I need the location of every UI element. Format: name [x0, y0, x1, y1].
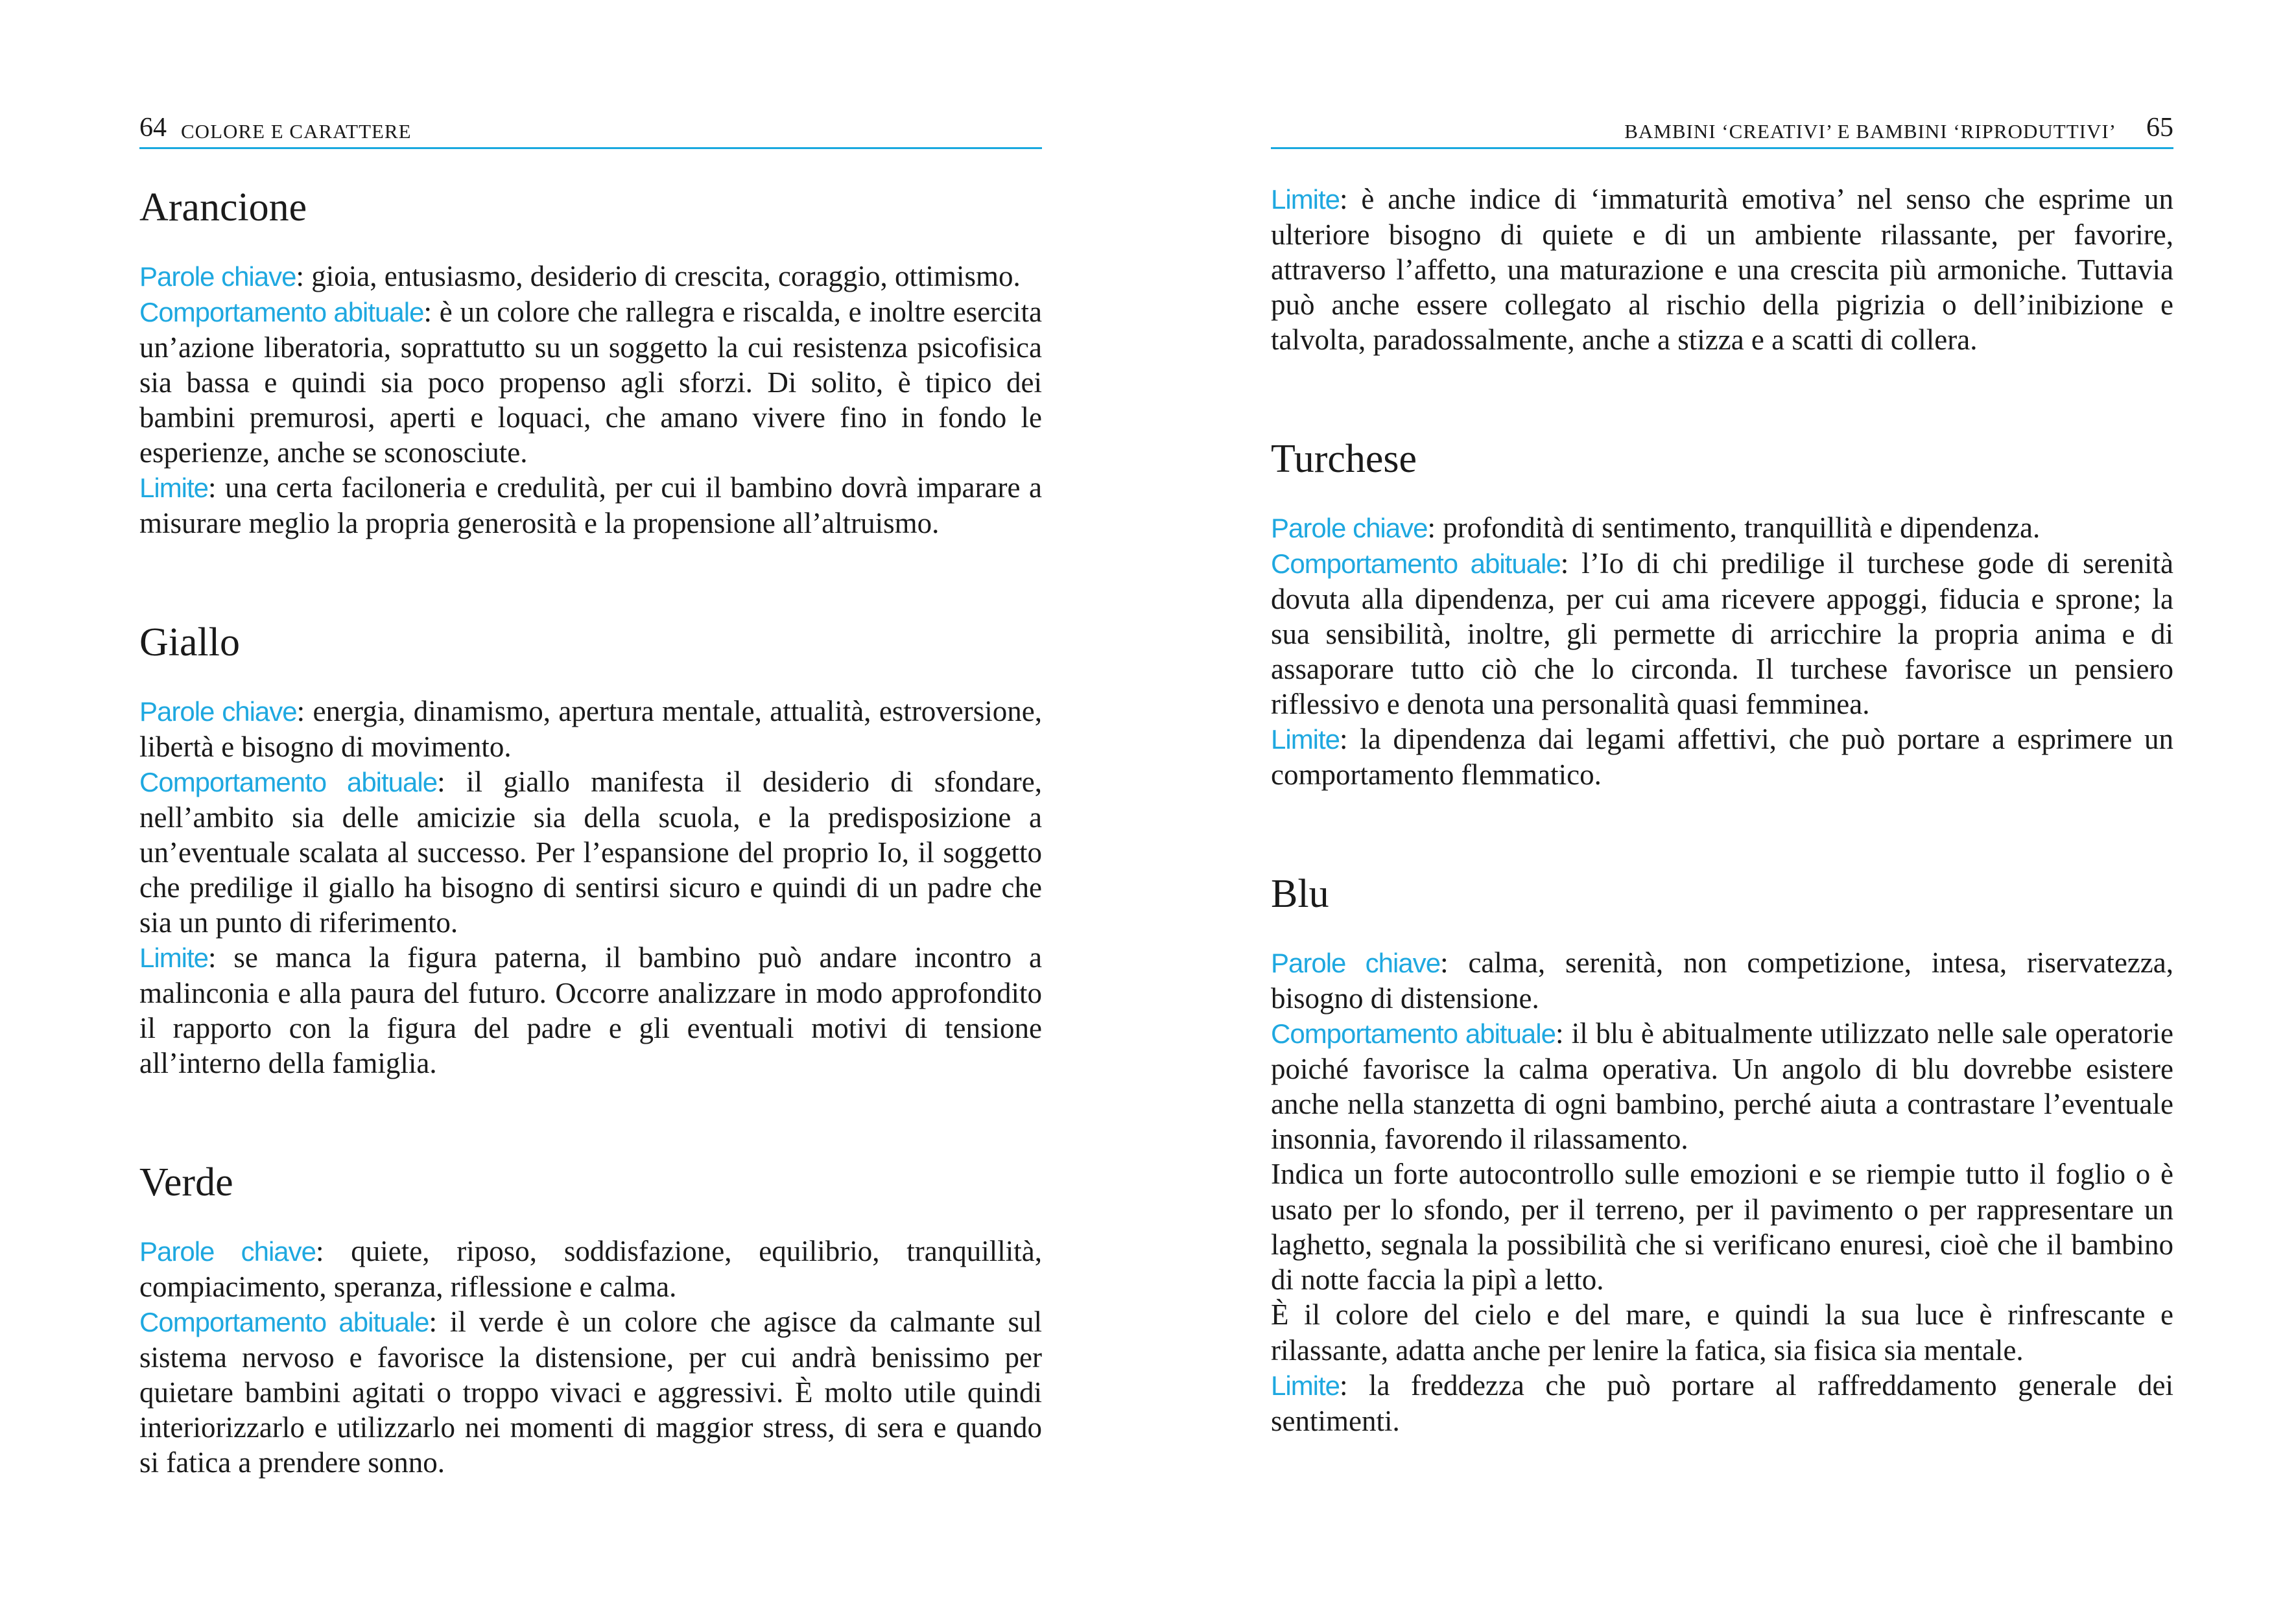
paragraph	[139, 940, 1042, 1081]
paragraph-text: : quiete, riposo, soddisfazione, equilibrio, tranquillità, compiacimento, speranza, riflessione e calma.	[139, 1235, 1042, 1303]
section-giallo	[139, 620, 1042, 1081]
paragraph-label: Comportamento abituale	[139, 1307, 429, 1337]
running-head-title: BAMBINI ‘CREATIVI’ E BAMBINI ‘RIPRODUTTIVI’	[1624, 120, 2116, 143]
running-head-left	[139, 110, 1042, 149]
section-title: Verde	[139, 1160, 233, 1204]
paragraph-label: Parole chiave	[139, 696, 297, 727]
section-title: Blu	[1271, 872, 1329, 916]
paragraph-text: : il giallo manifesta il desiderio di sfondare, nell’ambito sia delle amicizie sia della scuola, e la predisposizione a un’eventuale scalata al successo. Per l’espansione del proprio Io, il soggetto che predilige il giallo ha bisogno di sentirsi sicuro e quindi di un padre che sia un punto di riferimento.	[139, 766, 1042, 939]
paragraph-text: : l’Io di chi predilige il turchese gode di serenità dovuta alla dipendenza, per cui ama ricevere appoggi, fiducia e sprone; la sua sensibilità, inoltre, gli permette di arricchire la propria anima e di assaporare tutto ciò che lo circonda. Il turchese favorisce un pensiero riflessivo e denota una personalità quasi femminea.	[1271, 547, 2173, 720]
paragraph-text: : calma, serenità, non competizione, intesa, riservatezza, bisogno di distensione.	[1271, 946, 2174, 1015]
paragraph	[139, 1304, 1042, 1480]
paragraph-text: : energia, dinamismo, apertura mentale, attualità, estroversione, libertà e bisogno di movimento.	[139, 695, 1042, 763]
paragraph-text: : la freddezza che può portare al raffreddamento generale dei sentimenti.	[1271, 1369, 2173, 1437]
paragraph-text: : una certa faciloneria e credulità, per cui il bambino dovrà imparare a misurare meglio la propria generosità e la propensione all’altruismo.	[139, 471, 1042, 539]
paragraph-text: : è un colore che rallegra e riscalda, e inoltre esercita un’azione liberatoria, soprattutto su un soggetto la cui resistenza psicofisica sia bassa e quindi sia poco propenso agli sforzi. Di solito, è tipico dei bambini premurosi, aperti e loquaci, che amano vivere fino in fondo le esperienze, anche se sconosciute.	[139, 296, 1042, 469]
paragraph-label: Comportamento abituale	[139, 767, 438, 797]
paragraph-label: Limite	[139, 943, 209, 973]
paragraph	[1271, 1016, 2173, 1156]
paragraph-label: Comportamento abituale	[1271, 1018, 1556, 1049]
paragraph-label: Limite	[1271, 1370, 1340, 1401]
paragraph	[139, 470, 1042, 541]
paragraph	[1271, 721, 2173, 792]
section-title: Arancione	[139, 185, 307, 229]
paragraph-label: Parole chiave	[1271, 513, 1428, 543]
section-title: Turchese	[1271, 437, 1417, 481]
paragraph	[1271, 182, 2173, 357]
paragraph	[139, 259, 1042, 294]
paragraph-text: : se manca la figura paterna, il bambino può andare incontro a malinconia e alla paura del futuro. Occorre analizzare in modo approfondito il rapporto con la figura del padre e gli eventuali motivi di tensione all’interno della famiglia.	[139, 941, 1042, 1079]
paragraph	[139, 764, 1042, 940]
paragraph-text: Indica un forte autocontrollo sulle emozioni e se riempie tutto il foglio o è usato per lo sfondo, per il terreno, per il pavimento o per rappresentare un laghetto, segnala la possibilità che si verificano enuresi, cioè che il bambino di notte faccia la pipì a letto.	[1271, 1158, 2173, 1296]
section-blu	[1271, 871, 2173, 1438]
running-head-title: COLORE E CARATTERE	[181, 120, 412, 143]
paragraph-label: Parole chiave	[139, 261, 296, 292]
paragraph-label: Limite	[139, 473, 209, 503]
paragraph-label: Limite	[1271, 724, 1340, 755]
paragraph-text: È il colore del cielo e del mare, e quindi la sua luce è rinfrescante e rilassante, adatta anche per lenire la fatica, sia fisica sia mentale.	[1271, 1298, 2173, 1367]
paragraph-text: : la dipendenza dai legami affettivi, che può portare a esprimere un comportamento flemmatico.	[1271, 723, 2173, 791]
running-head-right	[1271, 110, 2173, 149]
section-arancione	[139, 185, 1042, 541]
paragraph	[1271, 1297, 2173, 1368]
paragraph-label: Parole chiave	[139, 1236, 316, 1267]
page-number: 65	[2146, 113, 2173, 143]
right-page-body	[1271, 182, 2173, 1438]
paragraph-label: Comportamento abituale	[139, 297, 424, 327]
paragraph-label: Limite	[1271, 184, 1340, 215]
paragraph	[139, 294, 1042, 470]
section-verde	[139, 1160, 1042, 1480]
section-title: Giallo	[139, 620, 240, 664]
paragraph	[1271, 510, 2173, 546]
paragraph	[1271, 945, 2173, 1016]
left-page-body	[139, 178, 1042, 1480]
paragraph-label: Parole chiave	[1271, 948, 1441, 978]
paragraph-text: : è anche indice di ‘immaturità emotiva’ nel senso che esprime un ulteriore bisogno di quiete e di un ambiente rilassante, per favorire, attraverso l’affetto, una maturazione e una crescita più armoniche. Tuttavia può anche essere collegato al rischio della pigrizia o dell’inibizione e talvolta, paradossalmente, anche a stizza e a scatti di collera.	[1271, 183, 2173, 356]
paragraph	[139, 1234, 1042, 1304]
paragraph-text: : il blu è abitualmente utilizzato nelle sale operatorie poiché favorisce la calma operativa. Un angolo di blu dovrebbe esistere anche nella stanzetta di ogni bambino, perché aiuta a contrastare l’eventuale insonnia, favorendo il rilassamento.	[1271, 1017, 2173, 1155]
section-turchese	[1271, 436, 2173, 792]
paragraph	[1271, 1368, 2173, 1438]
section-verde-continued	[1271, 182, 2173, 357]
paragraph-label: Comportamento abituale	[1271, 548, 1561, 579]
page-number: 64	[139, 113, 167, 143]
paragraph-text: : profondità di sentimento, tranquillità e dipendenza.	[1427, 511, 2041, 544]
paragraph-text: : il verde è un colore che agisce da calmante sul sistema nervoso e favorisce la distensione, per cui andrà benissimo per quietare bambini agitati o troppo vivaci e aggressivi. È molto utile quindi interiorizzarlo e utilizzarlo nei momenti di maggior stress, di sera e quando si fatica a prendere sonno.	[139, 1306, 1042, 1479]
paragraph-text: : gioia, entusiasmo, desiderio di crescita, coraggio, ottimismo.	[296, 260, 1021, 292]
paragraph	[1271, 1156, 2173, 1297]
paragraph	[1271, 546, 2173, 721]
paragraph	[139, 694, 1042, 764]
